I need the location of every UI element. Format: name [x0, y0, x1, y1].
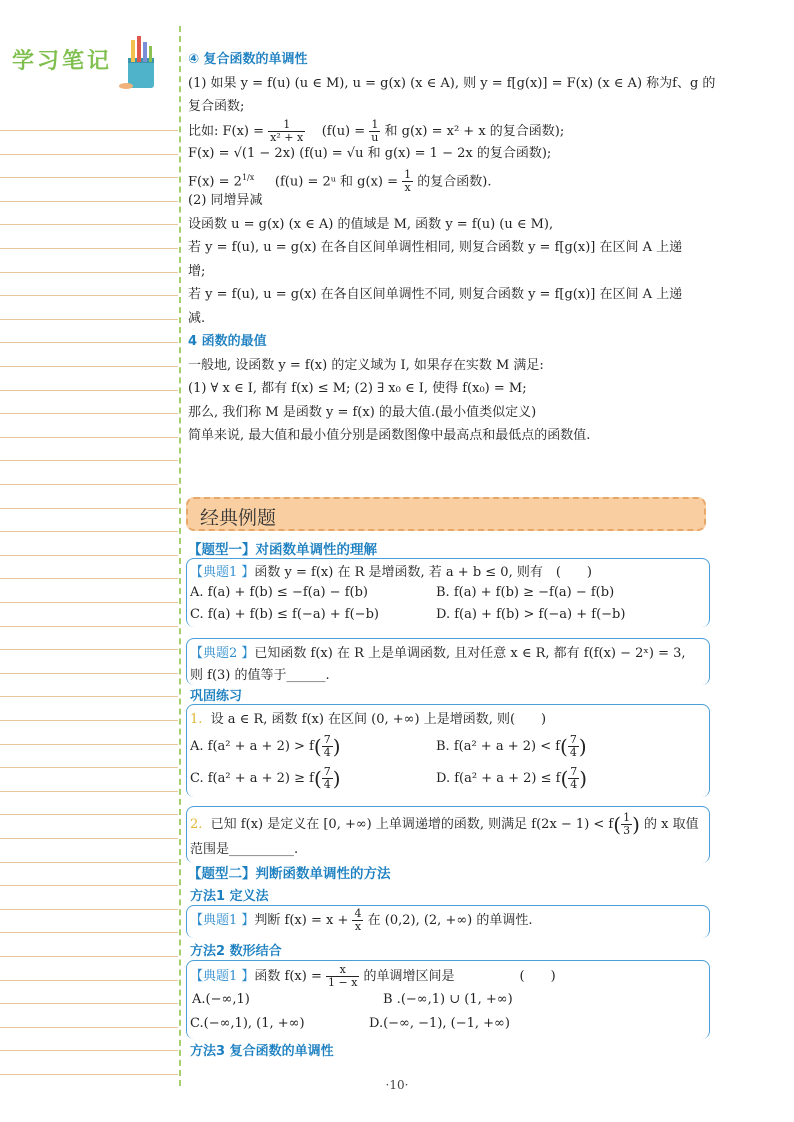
- notes-margin: [0, 0, 180, 1122]
- method-title: 方法1 定义法: [190, 889, 269, 904]
- example-stem: 【典题2 】已知函数 f(x) 在 R 上是单调函数, 且对任意 x ∈ R, 都有 f(f(x) − 2ˣ) = 3,: [190, 646, 686, 661]
- option-c: C.(−∞,1), (1, +∞): [190, 1016, 305, 1031]
- note-rule-line: [0, 390, 178, 391]
- body-line: 增;: [188, 263, 206, 279]
- fraction: $\frac{1}{x}$: [404, 167, 412, 194]
- body-line: (1) ∀ x ∈ I, 都有 f(x) ≤ M; (2) ∃ x₀ ∈ I, 使得 f(x₀) = M;: [188, 381, 527, 396]
- practice-title: 巩固练习: [190, 689, 243, 704]
- note-rule-line: [0, 1074, 178, 1075]
- type2-title: 【题型二】判断函数单调性的方法: [188, 866, 391, 882]
- note-rule-line: [0, 319, 178, 320]
- method-title: 方法2 数形结合: [190, 944, 282, 959]
- note-rule-line: [0, 437, 178, 438]
- note-rule-line: [0, 1050, 178, 1051]
- note-rule-line: [0, 814, 178, 815]
- body-line: 一般地, 设函数 y = f(x) 的定义域为 I, 如果存在实数 M 满足:: [188, 357, 544, 373]
- note-rule-line: [0, 791, 178, 792]
- example-stem: 【典题1 】函数 f(x) = $\frac{x}{1 - x}$ 的单调增区间是 ( ): [190, 963, 556, 989]
- note-rule-line: [0, 578, 178, 579]
- body-line: 若 y = f(u), u = g(x) 在各自区间单调性不同, 则复合函数 y = f[g(x)] 在区间 A 上递: [188, 287, 683, 302]
- note-rule-line: [0, 272, 178, 273]
- body-line: 简单来说, 最大值和最小值分别是函数图像中最高点和最低点的函数值.: [188, 428, 591, 443]
- practice-stem: 2. 已知 f(x) 是定义在 [0, +∞) 上单调递增的函数, 则满足 f(2x − 1) < f( $\frac{1}{3}$ ) 的 x 取值: [190, 811, 699, 837]
- note-rule-line: [0, 649, 178, 650]
- note-rule-line: [0, 484, 178, 485]
- type1-title: 【题型一】对函数单调性的理解: [188, 542, 377, 558]
- note-rule-line: [0, 366, 178, 367]
- note-rule-line: [0, 767, 178, 768]
- note-rule-line: [0, 838, 178, 839]
- option-c: C. f(a) + f(b) ≤ f(−a) + f(−b): [190, 607, 379, 622]
- practice-stem: 1. 设 a ∈ R, 函数 f(x) 在区间 (0, +∞) 上是增函数, 则( ): [190, 712, 547, 727]
- note-rule-line: [0, 413, 178, 414]
- note-rule-line: [0, 744, 178, 745]
- note-rule-line: [0, 295, 178, 296]
- option-b: B .(−∞,1) ∪ (1, +∞): [383, 992, 513, 1007]
- definition-line: (1) 如果 y = f(u) (u ∈ M), u = g(x) (x ∈ A), 则 y = f[g(x)] = F(x) (x ∈ A) 称为f、g 的: [188, 75, 716, 91]
- body-line: 设函数 u = g(x) (x ∈ A) 的值域是 M, 函数 y = f(u) (u ∈ M),: [188, 216, 554, 232]
- note-rule-line: [0, 862, 178, 863]
- note-rule-line: [0, 508, 178, 509]
- body-line: 那么, 我们称 M 是函数 y = f(x) 的最大值.(最小值类似定义): [188, 404, 537, 420]
- note-rule-line: [0, 932, 178, 933]
- fraction: $\frac{1}{\text{x² + x}}$: [270, 117, 304, 144]
- note-rule-line: [0, 885, 178, 886]
- example-line: F(x) = √(1 − 2x) (f(u) = √u 和 g(x) = 1 − 2x 的复合函数);: [188, 146, 552, 161]
- note-rule-line: [0, 248, 178, 249]
- note-rule-line: [0, 201, 178, 202]
- note-rule-line: [0, 177, 178, 178]
- example-stem-line2: 则 f(3) 的值等于______.: [190, 668, 330, 683]
- note-rule-line: [0, 980, 178, 981]
- body-line: 减.: [188, 310, 206, 326]
- note-rule-line: [0, 673, 178, 674]
- option-d: D. f(a) + f(b) > f(−a) + f(−b): [436, 607, 626, 622]
- margin-title: 学习笔记: [12, 49, 113, 74]
- subheading: (2) 同增异减: [188, 193, 263, 208]
- definition-line: 复合函数;: [188, 99, 245, 114]
- note-rule-line: [0, 224, 178, 225]
- note-rule-line: [0, 154, 178, 155]
- section-heading: ④ 复合函数的单调性: [188, 52, 308, 67]
- option-d: D.(−∞, −1), (−1, +∞): [369, 1016, 510, 1031]
- example-line: $F(x) = 2^{1/x}$ (f(u) = 2ᵘ 和 g(x) = $\frac{1}{x}$ 的复合函数).: [188, 167, 492, 194]
- note-rule-line: [0, 909, 178, 910]
- examples-banner: 经典例题: [186, 497, 706, 531]
- method-title: 方法3 复合函数的单调性: [190, 1044, 334, 1059]
- note-rule-line: [0, 460, 178, 461]
- note-rule-line: [0, 555, 178, 556]
- page-number: ·10·: [385, 1078, 409, 1092]
- practice-stem-line2: 范围是__________.: [190, 842, 299, 857]
- option-c: C. f(a² + a + 2) ≥ f( $\frac{7}{4}$ ): [190, 765, 341, 791]
- option-b: B. f(a² + a + 2) < f( $\frac{7}{4}$ ): [436, 733, 587, 759]
- option-a: A.(−∞,1): [192, 992, 250, 1007]
- note-rule-line: [0, 602, 178, 603]
- option-b: B. f(a) + f(b) ≥ −f(a) − f(b): [436, 585, 615, 600]
- note-rule-line: [0, 130, 178, 131]
- fraction: $\frac{1}{u}$: [371, 117, 379, 144]
- example-stem: 【典题1 】函数 y = f(x) 在 R 是增函数, 若 a + b ≤ 0, 则有 ( ): [190, 565, 592, 580]
- note-rule-line: [0, 1003, 178, 1004]
- note-rule-line: [0, 342, 178, 343]
- note-rule-line: [0, 720, 178, 721]
- note-rule-line: [0, 1027, 178, 1028]
- note-rule-line: [0, 696, 178, 697]
- note-rule-line: [0, 956, 178, 957]
- pen-cup-icon: [118, 36, 164, 92]
- body-line: 若 y = f(u), u = g(x) 在各自区间单调性相同, 则复合函数 y = f[g(x)] 在区间 A 上递: [188, 240, 683, 255]
- section-heading: 4 函数的最值: [188, 334, 267, 349]
- option-a: A. f(a² + a + 2) > f( $\frac{7}{4}$ ): [190, 733, 341, 759]
- note-rule-line: [0, 626, 178, 627]
- option-a: A. f(a) + f(b) ≤ −f(a) − f(b): [190, 585, 368, 600]
- section-composite-monotonicity: [188, 48, 716, 448]
- note-rule-line: [0, 531, 178, 532]
- margin-separator: [179, 26, 181, 1086]
- option-d: D. f(a² + a + 2) ≤ f( $\frac{7}{4}$ ): [436, 765, 588, 791]
- example-stem: 【典题1 】判断 f(x) = x + $\frac{4}{x}$ 在 (0,2), (2, +∞) 的单调性.: [190, 907, 533, 933]
- example-line: 比如: F(x) = $\frac{1}{\text{x² + x}}$ (f(u) = $\frac{1}{u}$ 和 g(x) = x² + x 的复合函数);: [188, 117, 565, 144]
